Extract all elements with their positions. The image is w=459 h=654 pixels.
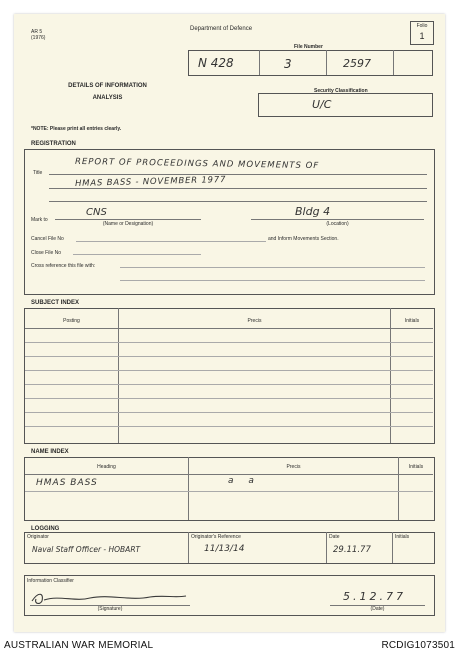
department-label: Department of Defence xyxy=(190,26,253,32)
initials-label: Initials xyxy=(395,534,410,540)
file-number-part-2: 3 xyxy=(284,57,292,71)
title-line1: REPORT OF PROCEEDINGS AND MOVEMENTS OF xyxy=(74,156,320,172)
name-col-heading: Heading xyxy=(97,464,116,470)
subject-col-posting: Posting xyxy=(63,318,80,324)
form-code: AR 5 xyxy=(31,29,43,35)
name-col-initials: Initials xyxy=(408,464,424,470)
footer-id: RCDIG1073501 xyxy=(381,640,455,651)
cancel-file-label: Cancel File No xyxy=(31,236,64,242)
file-number-part-1: N 428 xyxy=(198,56,234,70)
signature-caption: (Signature) xyxy=(97,606,123,612)
originator-value: Naval Staff Officer - HOBART xyxy=(32,545,141,554)
security-value: U/C xyxy=(312,98,332,111)
subject-col-initials: Initials xyxy=(404,318,420,324)
subject-index-heading: SUBJECT INDEX xyxy=(31,300,80,306)
file-number-label: File Number xyxy=(294,44,323,50)
originator-label: Originator xyxy=(27,534,49,540)
reference-value: 11/13/14 xyxy=(204,544,245,554)
reference-label: Originator's Reference xyxy=(191,534,241,540)
mark-to-label: Mark to xyxy=(31,217,48,223)
mark-to-value: CNS xyxy=(86,207,107,218)
name-row-precis: a a xyxy=(228,476,260,486)
title-label: Title xyxy=(33,170,43,176)
name-caption: (Name or Designation) xyxy=(102,221,154,227)
subject-col-precis: Precis xyxy=(247,318,262,324)
registration-heading: REGISTRATION xyxy=(31,141,76,147)
form-year: (1976) xyxy=(31,35,46,41)
folio-number: 1 xyxy=(419,31,425,41)
file-number-part-3: 2597 xyxy=(343,57,371,70)
footer-source: AUSTRALIAN WAR MEMORIAL xyxy=(4,640,154,651)
security-box xyxy=(258,93,433,117)
name-row-heading: HMAS BASS xyxy=(36,478,98,488)
classifier-date-value: 5.12.77 xyxy=(343,590,406,603)
location-value: Bldg 4 xyxy=(295,205,331,218)
name-index-heading: NAME INDEX xyxy=(31,449,69,455)
security-label: Security Classification xyxy=(314,88,368,94)
title-line2: HMAS BASS - NOVEMBER 1977 xyxy=(74,175,227,189)
location-caption: (Location) xyxy=(326,221,349,227)
crossref-label: Cross reference this file with: xyxy=(31,263,96,269)
name-col-precis: Precis xyxy=(286,464,301,470)
inform-text: and Inform Movements Section. xyxy=(268,236,339,242)
close-file-label: Close File No xyxy=(31,250,62,256)
note-text: *NOTE: Please print all entries clearly. xyxy=(31,126,122,132)
date-caption: (Date) xyxy=(370,606,385,612)
classifier-label: Information Classifier xyxy=(27,578,74,584)
form-title-line1: DETAILS OF INFORMATION xyxy=(68,83,147,89)
folio-label: Folio xyxy=(416,23,428,29)
logging-heading: LOGGING xyxy=(31,526,60,532)
date-value: 29.11.77 xyxy=(333,545,371,555)
form-title-line2: ANALYSIS xyxy=(92,95,123,101)
date-label: Date xyxy=(329,534,340,540)
